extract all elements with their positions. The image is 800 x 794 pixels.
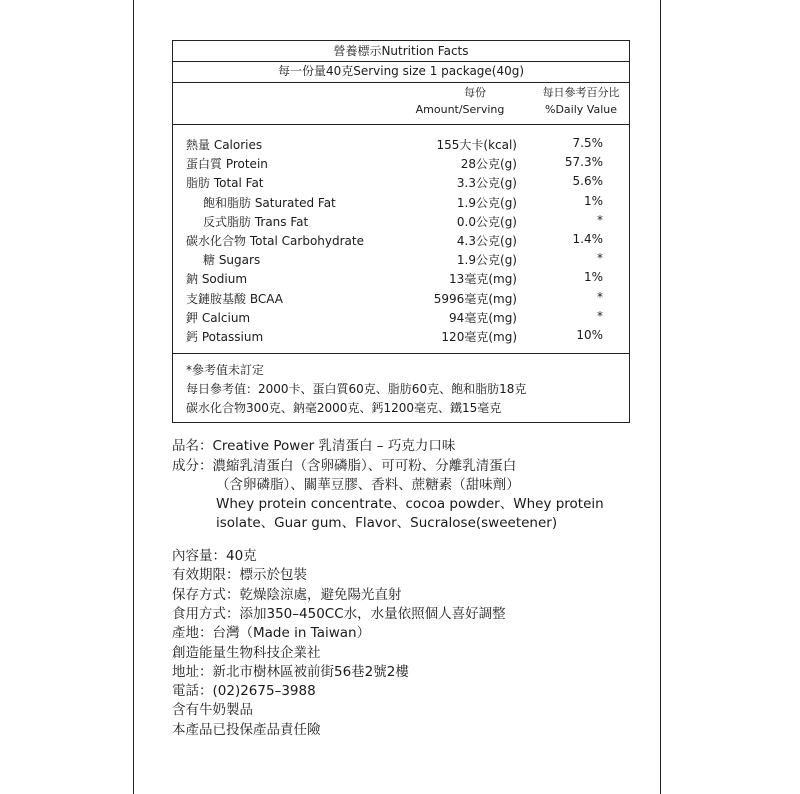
nutrient-daily-value: * bbox=[597, 308, 603, 323]
nutrient-amount: 5996毫克(mg) bbox=[433, 291, 517, 306]
nutrient-amount: 0.0公克(g) bbox=[456, 214, 517, 229]
detail-line: 含有牛奶製品 bbox=[172, 702, 253, 719]
detail-line: 內容量：40克 bbox=[172, 548, 257, 564]
detail-line: 食用方式：添加350–450CC水，水量依照個人喜好調整 bbox=[172, 605, 506, 622]
nutrient-daily-value: 1.4% bbox=[572, 232, 603, 246]
nutrient-name: 反式脂肪 Trans Fat bbox=[203, 214, 309, 229]
nutrient-name: 鉀 Calcium bbox=[186, 310, 251, 325]
amount-header-zh: 每份 bbox=[464, 86, 486, 99]
nutrient-daily-value: 1% bbox=[583, 193, 603, 208]
ingredients-line-4: isolate、Guar gum、Flavor、Sucralose(sweetener) bbox=[216, 515, 558, 531]
nutrient-row bbox=[173, 290, 629, 309]
nutrient-name: 鈣 Potassium bbox=[186, 330, 264, 344]
nutrient-daily-value: * bbox=[597, 289, 603, 304]
nutrient-daily-value: * bbox=[597, 251, 603, 266]
notes-divider bbox=[173, 353, 629, 354]
nutrient-amount: 4.3公克(g) bbox=[456, 234, 517, 248]
nutrient-row bbox=[173, 155, 629, 174]
nutrient-row bbox=[173, 270, 629, 289]
nutrient-name: 飽和脂肪 Saturated Fat bbox=[203, 195, 336, 210]
ingredients-line-2: （含卵磷脂）、關華豆膠、香料、蔗糖素（甜味劑） bbox=[216, 477, 520, 493]
detail-line: 本產品已投保產品責任險 bbox=[172, 721, 321, 738]
daily-value-header-zh: 每日參考百分比 bbox=[542, 86, 620, 99]
nutrient-name: 支鏈胺基酸 BCAA bbox=[186, 291, 283, 306]
nutrient-amount: 155大卡(kcal) bbox=[436, 138, 517, 152]
nutrient-amount: 3.3公克(g) bbox=[456, 176, 517, 191]
ingredients-line-3: Whey protein concentrate、cocoa powder、Whey protein bbox=[216, 496, 604, 512]
nutrition-title: 營養標示Nutrition Facts bbox=[173, 41, 629, 62]
nutrient-row bbox=[173, 251, 629, 270]
nutrient-row bbox=[173, 213, 629, 232]
note-daily-reference-2: 碳水化合物300克、鈉毫2000克、鈣1200毫克、鐵15毫克 bbox=[186, 401, 502, 415]
detail-line: 保存方式：乾燥陰涼處，避免陽光直射 bbox=[172, 586, 402, 603]
nutrient-daily-value: * bbox=[597, 212, 603, 227]
nutrient-name: 脂肪 Total Fat bbox=[186, 176, 264, 191]
amount-header-en: Amount/Serving bbox=[415, 103, 505, 116]
nutrient-name: 糖 Sugars bbox=[203, 253, 261, 268]
nutrient-name: 鈉 Sodium bbox=[186, 272, 248, 287]
nutrient-name: 碳水化合物 Total Carbohydrate bbox=[186, 234, 364, 248]
product-name: 品名：Creative Power 乳清蛋白 – 巧克力口味 bbox=[172, 438, 456, 454]
detail-line: 電話：(02)2675–3988 bbox=[172, 683, 316, 700]
nutrient-row bbox=[173, 232, 629, 251]
nutrient-daily-value: 57.3% bbox=[564, 155, 603, 170]
nutrient-amount: 28公克(g) bbox=[460, 157, 517, 172]
header-divider bbox=[173, 124, 629, 125]
nutrient-daily-value: 10% bbox=[576, 328, 603, 342]
nutrient-row bbox=[173, 136, 629, 155]
nutrient-amount: 1.9公克(g) bbox=[456, 253, 517, 268]
nutrient-daily-value: 1% bbox=[583, 270, 603, 285]
nutrient-amount: 94毫克(mg) bbox=[449, 310, 517, 325]
amount-header bbox=[405, 86, 515, 117]
daily-value-header-en: %Daily Value bbox=[545, 103, 617, 116]
detail-line: 地址：新北市樹林區被前街56巷2號2樓 bbox=[172, 663, 409, 680]
nutrient-name: 熱量 Calories bbox=[186, 138, 263, 152]
nutrient-daily-value: 7.5% bbox=[572, 136, 603, 150]
nutrient-daily-value: 5.6% bbox=[572, 174, 603, 189]
daily-value-header bbox=[531, 86, 631, 117]
detail-line: 有效期限：標示於包裝 bbox=[172, 567, 307, 584]
note-daily-reference-1: 每日參考值：2000卡、蛋白質60克、脂肪60克、飽和脂肪18克 bbox=[186, 382, 527, 396]
nutrient-amount: 120毫克(mg) bbox=[441, 330, 517, 344]
note-undetermined: *參考值未訂定 bbox=[186, 363, 265, 377]
serving-size: 每一份量40克Serving size 1 package(40g) bbox=[173, 61, 629, 83]
nutrient-row bbox=[173, 174, 629, 193]
ingredients-line-1: 成分：濃縮乳清蛋白（含卵磷脂）、可可粉、分離乳清蛋白 bbox=[172, 458, 517, 474]
nutrient-row bbox=[173, 328, 629, 347]
nutrient-row bbox=[173, 194, 629, 213]
nutrient-row bbox=[173, 309, 629, 328]
detail-line: 創造能量生物科技企業社 bbox=[172, 644, 321, 661]
nutrient-name: 蛋白質 Protein bbox=[186, 157, 268, 172]
nutrient-amount: 1.9公克(g) bbox=[456, 195, 517, 210]
detail-line: 產地：台灣（Made in Taiwan） bbox=[172, 625, 371, 642]
nutrition-facts-table bbox=[172, 40, 630, 423]
nutrient-amount: 13毫克(mg) bbox=[449, 272, 517, 287]
